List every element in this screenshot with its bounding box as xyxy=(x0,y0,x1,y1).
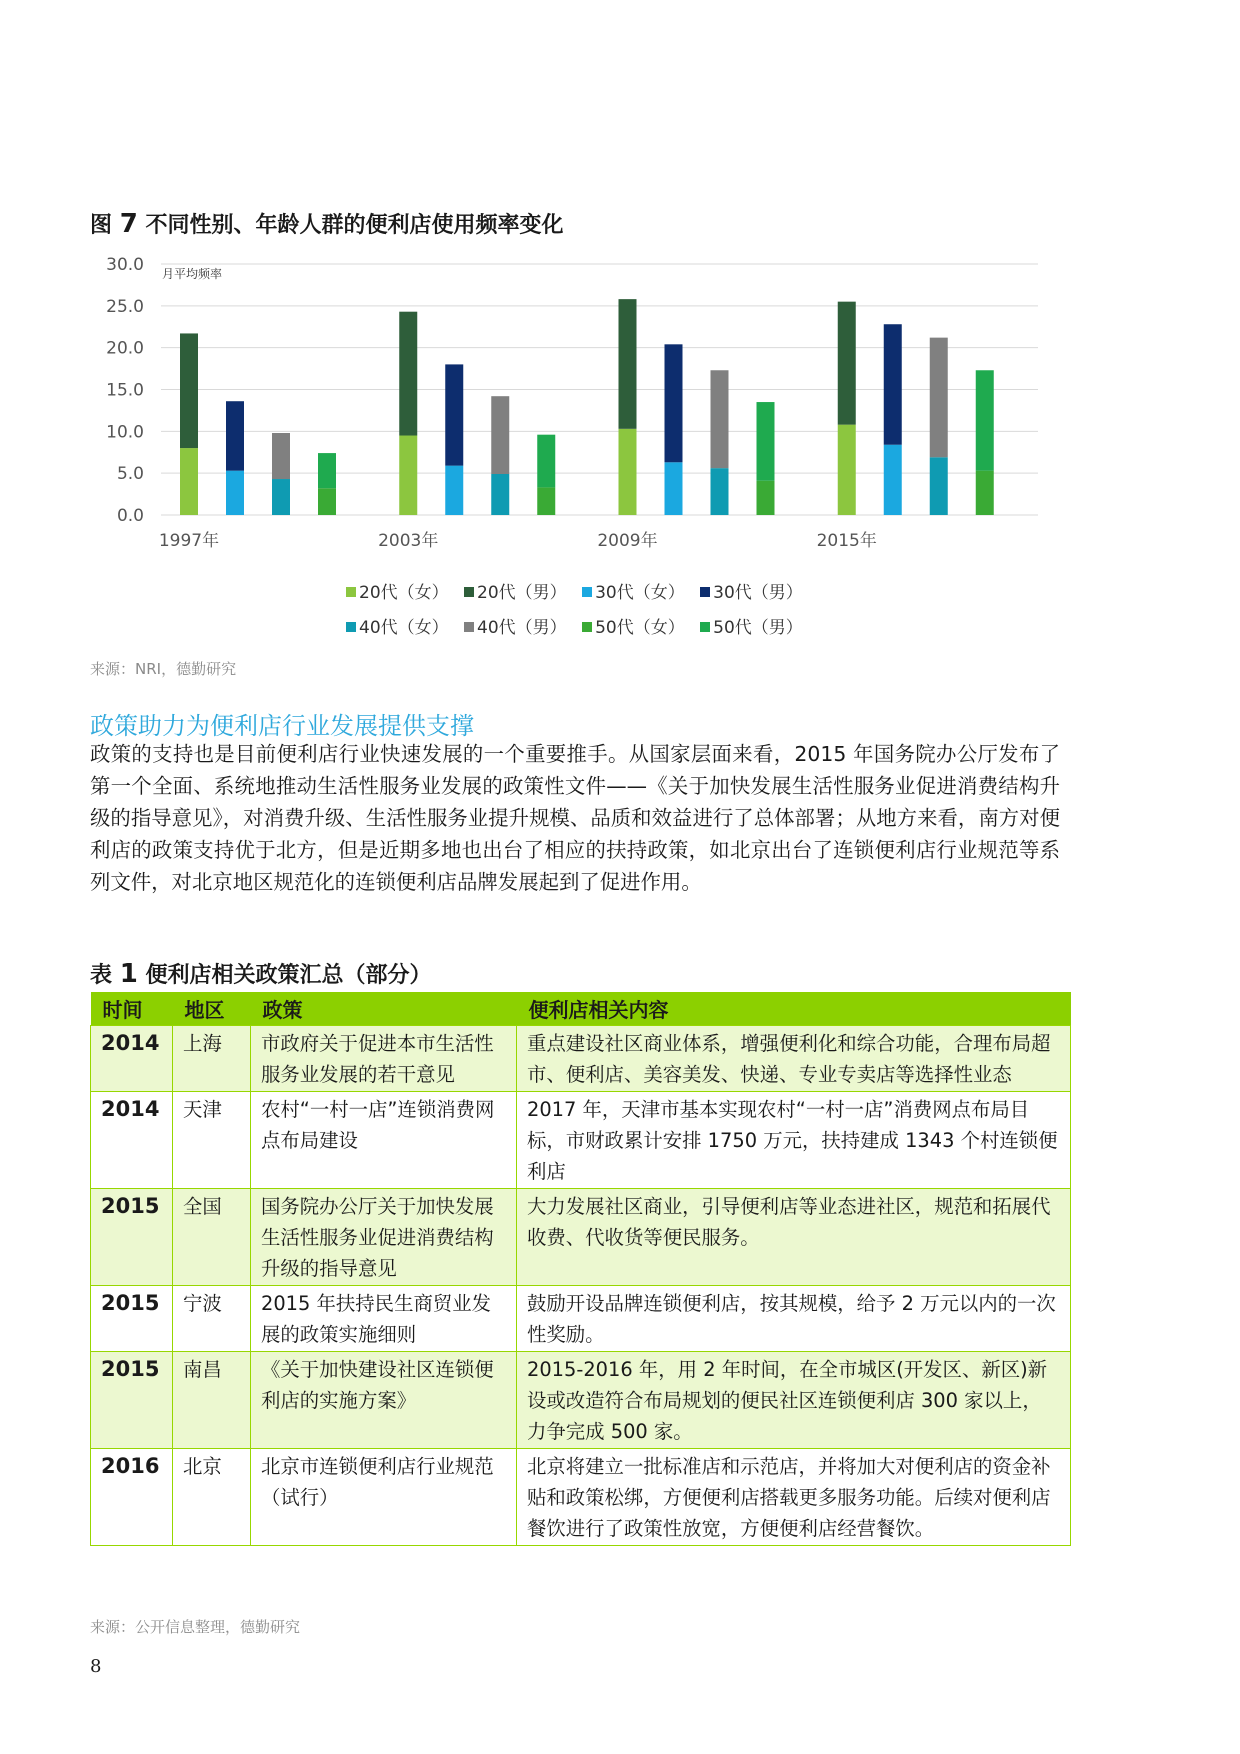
y-tick-label: 25.0 xyxy=(106,296,144,317)
table-source: 来源：公开信息整理，德勤研究 xyxy=(90,1618,301,1636)
legend-swatch xyxy=(346,622,356,632)
y-tick-label: 0.0 xyxy=(116,506,144,526)
figure-label: 图 xyxy=(90,213,113,238)
legend-swatch xyxy=(464,622,474,632)
bar-chart xyxy=(90,252,1050,552)
legend-label: 50代（男） xyxy=(713,618,803,638)
legend-item xyxy=(700,578,803,603)
bar-segment xyxy=(537,487,555,515)
legend-swatch xyxy=(582,622,592,632)
figure-title xyxy=(90,208,563,239)
bar-segment xyxy=(976,471,994,515)
bar-segment xyxy=(272,479,290,515)
bar-segment xyxy=(537,435,555,488)
row-content: 鼓励开设品牌连锁便利店，按其规模，给予 2 万元以内的一次性奖励。 xyxy=(517,1286,1071,1352)
table-row xyxy=(91,1189,1071,1286)
row-region: 上海 xyxy=(173,1026,251,1092)
x-tick-label: 1997年 xyxy=(158,531,220,551)
bar-segment xyxy=(665,462,683,515)
header-region: 地区 xyxy=(173,992,251,1026)
y-tick-label: 15.0 xyxy=(106,380,144,401)
x-tick-label: 2009年 xyxy=(597,531,658,551)
bar-segment xyxy=(838,425,856,515)
y-axis-label: 月平均频率 xyxy=(162,267,223,281)
legend-label: 50代（女） xyxy=(595,618,685,638)
table-row xyxy=(91,1092,1071,1189)
bar-segment xyxy=(491,474,509,515)
table-number: 1 xyxy=(119,959,138,989)
bar-segment xyxy=(272,433,290,479)
figure-number: 7 xyxy=(119,209,138,239)
bar-segment xyxy=(665,344,683,462)
row-region: 北京 xyxy=(173,1449,251,1546)
row-region: 宁波 xyxy=(173,1286,251,1352)
table-header-row xyxy=(91,992,1071,1026)
row-year: 2015 xyxy=(91,1189,173,1286)
policy-table xyxy=(90,992,1071,1546)
figure-title-text: 不同性别、年龄人群的便利店使用频率变化 xyxy=(145,213,564,238)
header-content: 便利店相关内容 xyxy=(517,992,1071,1026)
bar-segment xyxy=(180,333,198,448)
row-policy: 《关于加快建设社区连锁便利店的实施方案》 xyxy=(251,1352,517,1449)
legend-label: 20代（男） xyxy=(477,583,567,603)
legend-item xyxy=(346,613,449,638)
row-year: 2015 xyxy=(91,1352,173,1449)
y-tick-label: 20.0 xyxy=(106,338,144,359)
row-year: 2015 xyxy=(91,1286,173,1352)
row-content: 2015-2016 年，用 2 年时间，在全市城区(开发区、新区)新设或改造符合布局规划的便民社区连锁便利店 300 家以上，力争完成 500 家。 xyxy=(517,1352,1071,1449)
bar-segment xyxy=(619,299,637,429)
legend-item xyxy=(346,578,449,603)
row-content: 2017 年，天津市基本实现农村“一村一店”消费网点布局目标，市财政累计安排 1750 万元，扶持建成 1343 个村连锁便利店 xyxy=(517,1092,1071,1189)
body-paragraph: 政策的支持也是目前便利店行业快速发展的一个重要推手。从国家层面来看，2015 年国务院办公厅发布了第一个全面、系统地推动生活性服务业发展的政策性文件——《关于加快发展生活性服务业促进消费结构升级的指导意见》，对消费升级、生活性服务业提升规模、品质和效益进行了总体部署；从地方来看，南方对便利店的政策支持优于北方，但是近期多地也出台了相应的扶持政策，如北京出台了连锁便利店行业规范等系列文件，对北京地区规范化的连锁便利店品牌发展起到了促进作用。 xyxy=(90,742,1060,894)
legend-label: 20代（女） xyxy=(359,583,449,603)
table-label: 表 xyxy=(90,963,113,988)
bar-segment xyxy=(619,429,637,515)
bar-segment xyxy=(884,445,902,515)
legend-swatch xyxy=(700,622,710,632)
table-title-text: 便利店相关政策汇总（部分） xyxy=(145,963,432,988)
bar-segment xyxy=(930,457,948,515)
bar-segment xyxy=(399,312,417,436)
row-policy: 农村“一村一店”连锁消费网点布局建设 xyxy=(251,1092,517,1189)
legend-label: 40代（男） xyxy=(477,618,567,638)
row-content: 大力发展社区商业，引导便利店等业态进社区，规范和拓展代收费、代收货等便民服务。 xyxy=(517,1189,1071,1286)
row-content: 北京将建立一批标准店和示范店，并将加大对便利店的资金补贴和政策松绑，方便便利店搭载更多服务功能。后续对便利店餐饮进行了政策性放宽，方便便利店经营餐饮。 xyxy=(517,1449,1071,1546)
legend-row-2 xyxy=(346,613,813,638)
row-region: 全国 xyxy=(173,1189,251,1286)
row-policy: 国务院办公厅关于加快发展生活性服务业促进消费结构升级的指导意见 xyxy=(251,1189,517,1286)
y-tick-label: 30.0 xyxy=(106,255,144,275)
bar-segment xyxy=(399,436,417,515)
bar-segment xyxy=(711,370,729,468)
legend-swatch xyxy=(582,587,592,597)
bar-segment xyxy=(757,402,775,481)
y-tick-label: 10.0 xyxy=(106,422,144,443)
legend-item xyxy=(700,613,803,638)
legend-label: 30代（男） xyxy=(713,583,803,603)
legend-label: 40代（女） xyxy=(359,618,449,638)
y-tick-label: 5.0 xyxy=(116,464,144,485)
bar-segment xyxy=(226,471,244,515)
bar-segment xyxy=(884,324,902,444)
bar-segment xyxy=(838,302,856,425)
bar-segment xyxy=(318,488,336,515)
bar-segment xyxy=(491,396,509,474)
bar-segment xyxy=(757,481,775,515)
row-year: 2014 xyxy=(91,1092,173,1189)
legend-item xyxy=(582,613,685,638)
bar-segment xyxy=(445,466,463,515)
table-row xyxy=(91,1449,1071,1546)
header-time: 时间 xyxy=(91,992,173,1026)
bar-segment xyxy=(318,453,336,488)
bar-segment xyxy=(711,468,729,515)
figure-source: 来源：NRI，德勤研究 xyxy=(90,660,237,678)
legend-swatch xyxy=(346,587,356,597)
header-policy: 政策 xyxy=(251,992,517,1026)
bar-segment xyxy=(226,401,244,470)
x-tick-label: 2003年 xyxy=(378,531,439,551)
page-number: 8 xyxy=(90,1656,102,1677)
table-row xyxy=(91,1352,1071,1449)
legend-row-1 xyxy=(346,578,813,603)
table-row xyxy=(91,1026,1071,1092)
bar-segment xyxy=(930,338,948,458)
legend-swatch xyxy=(700,587,710,597)
row-policy: 2015 年扶持民生商贸业发展的政策实施细则 xyxy=(251,1286,517,1352)
legend-swatch xyxy=(464,587,474,597)
row-content: 重点建设社区商业体系，增强便利化和综合功能，合理布局超市、便利店、美容美发、快递、专业专卖店等选择性业态 xyxy=(517,1026,1071,1092)
legend-label: 30代（女） xyxy=(595,583,685,603)
row-region: 天津 xyxy=(173,1092,251,1189)
row-policy: 北京市连锁便利店行业规范（试行） xyxy=(251,1449,517,1546)
table-row xyxy=(91,1286,1071,1352)
row-year: 2014 xyxy=(91,1026,173,1092)
bar-segment xyxy=(180,448,198,515)
row-year: 2016 xyxy=(91,1449,173,1546)
legend-item xyxy=(582,578,685,603)
x-tick-label: 2015年 xyxy=(816,531,877,551)
bar-segment xyxy=(445,364,463,465)
row-region: 南昌 xyxy=(173,1352,251,1449)
row-policy: 市政府关于促进本市生活性服务业发展的若干意见 xyxy=(251,1026,517,1092)
bar-segment xyxy=(976,370,994,470)
legend-item xyxy=(464,578,567,603)
table-title xyxy=(90,958,431,989)
legend-item xyxy=(464,613,567,638)
section-heading: 政策助力为便利店行业发展提供支撑 xyxy=(90,712,474,740)
